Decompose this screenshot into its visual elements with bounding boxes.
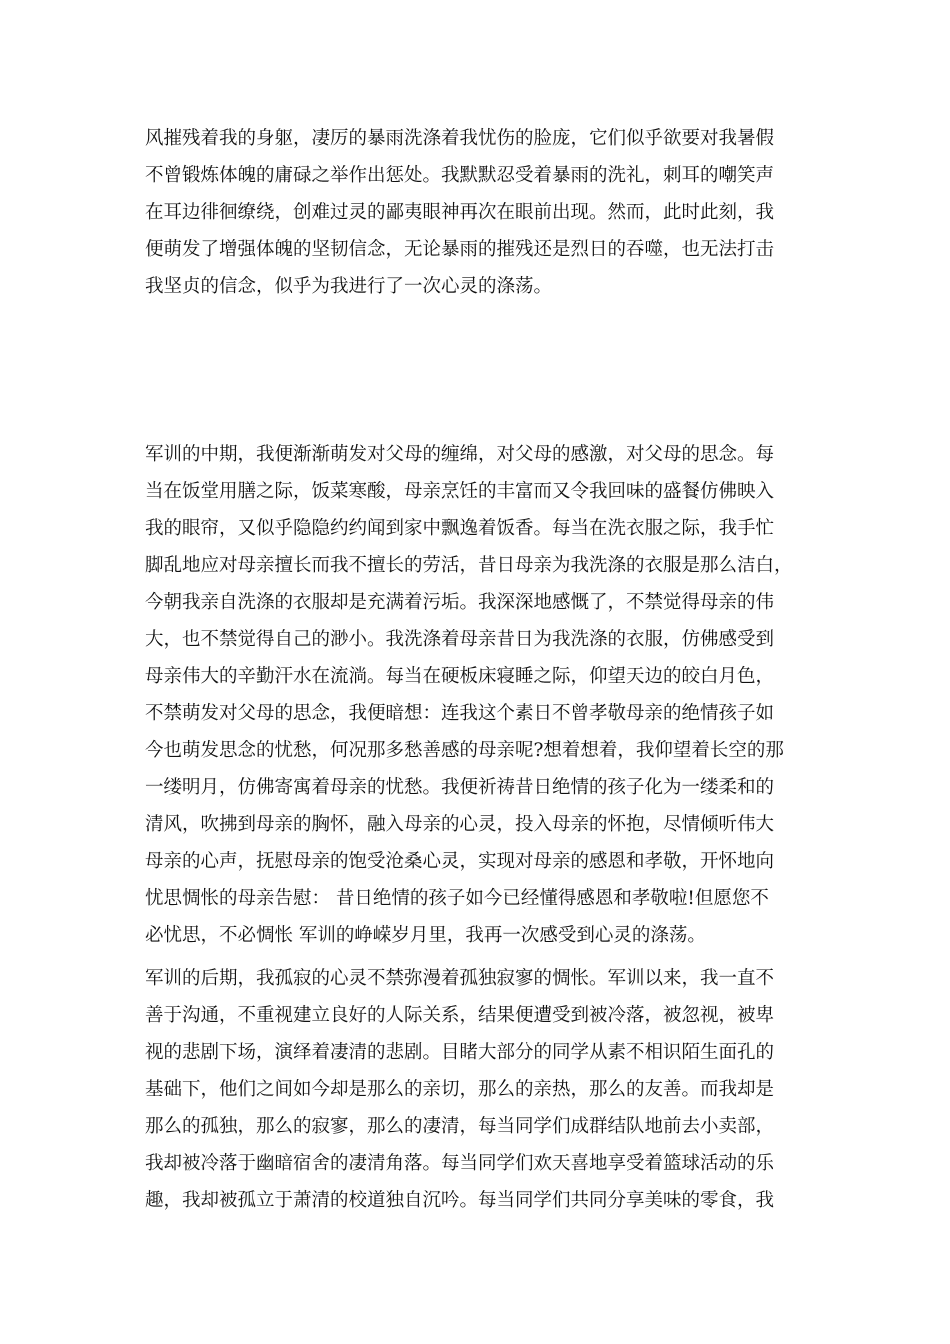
text-line: 在耳边徘徊缭绕，创难过灵的鄙夷眼神再次在眼前出现。然而，此时此刻，我	[145, 202, 775, 223]
text-line: 军训的中期，我便渐渐萌发对父母的缠绵，对父母的感激，对父母的思念。每	[145, 444, 775, 465]
text-line: 视的悲剧下场，演绎着凄清的悲剧。目睹大部分的同学从素不相识陌生面孔的	[145, 1042, 775, 1063]
text-line: 风摧残着我的身躯，凄厉的暴雨洗涤着我忧伤的脸庞，它们似乎欲要对我暑假	[145, 128, 775, 149]
text-line: 脚乱地应对母亲擅长而我不擅长的劳活，昔日母亲为我洗涤的衣服是那么洁白，	[145, 555, 793, 576]
text-line: 一缕明月，仿佛寄寓着母亲的忧愁。我便祈祷昔日绝情的孩子化为一缕柔和的	[145, 777, 775, 798]
text-line: 当在饭堂用膳之际，饭菜寒酸，母亲烹饪的丰富而又令我回味的盛餐仿佛映入	[145, 481, 775, 502]
text-line: 不禁萌发对父母的思念，我便暗想：连我这个素日不曾孝敬母亲的绝情孩子如	[145, 703, 775, 724]
text-line: 基础下，他们之间如今却是那么的亲切，那么的亲热，那么的友善。而我却是	[145, 1079, 775, 1100]
text-line: 我坚贞的信念，似乎为我进行了一次心灵的涤荡。	[145, 276, 553, 297]
text-line: 便萌发了增强体魄的坚韧信念，无论暴雨的摧残还是烈日的吞噬，也无法打击	[145, 239, 775, 260]
text-line: 今也萌发思念的忧愁，何况那多愁善感的母亲呢?想着想着，我仰望着长空的那	[145, 740, 784, 761]
text-line: 大，也不禁觉得自己的渺小。我洗涤着母亲昔日为我洗涤的衣服，仿佛感受到	[145, 629, 775, 650]
text-line: 趣，我却被孤立于萧清的校道独自沉吟。每当同学们共同分享美味的零食，我	[145, 1190, 775, 1211]
text-line: 那么的孤独，那么的寂寥，那么的凄清，每当同学们成群结队地前去小卖部，	[145, 1116, 775, 1137]
text-line: 我的眼帘，又似乎隐隐约约闻到家中飘逸着饭香。每当在洗衣服之际，我手忙	[145, 518, 775, 539]
text-line: 不曾锻炼体魄的庸碌之举作出惩处。我默默忍受着暴雨的洗礼，刺耳的嘲笑声	[145, 165, 775, 186]
text-line: 忧思惆怅的母亲告慰： 昔日绝情的孩子如今已经懂得感恩和孝敬啦!但愿您不	[145, 888, 769, 909]
text-line: 我却被冷落于幽暗宿舍的凄清角落。每当同学们欢天喜地享受着篮球活动的乐	[145, 1153, 775, 1174]
text-line: 今朝我亲自洗涤的衣服却是充满着污垢。我深深地感慨了，不禁觉得母亲的伟	[145, 592, 775, 613]
text-line: 军训的后期，我孤寂的心灵不禁弥漫着孤独寂寥的惆怅。军训以来，我一直不	[145, 968, 775, 989]
paragraph-2	[145, 436, 815, 954]
text-line: 清风，吹拂到母亲的胸怀，融入母亲的心灵，投入母亲的怀抱，尽情倾听伟大	[145, 814, 775, 835]
text-line: 善于沟通，不重视建立良好的人际关系，结果便遭受到被冷落，被忽视，被卑	[145, 1005, 775, 1026]
paragraph-3	[145, 960, 815, 1219]
text-line: 必忧思，不必惆怅 军训的峥嵘岁月里，我再一次感受到心灵的涤荡。	[145, 925, 706, 946]
paragraph-1	[145, 120, 815, 305]
text-line: 母亲伟大的辛勤汗水在流淌。每当在硬板床寝睡之际，仰望天边的皎白月色，	[145, 666, 775, 687]
text-line: 母亲的心声，抚慰母亲的饱受沧桑心灵，实现对母亲的感恩和孝敬，开怀地向	[145, 851, 775, 872]
